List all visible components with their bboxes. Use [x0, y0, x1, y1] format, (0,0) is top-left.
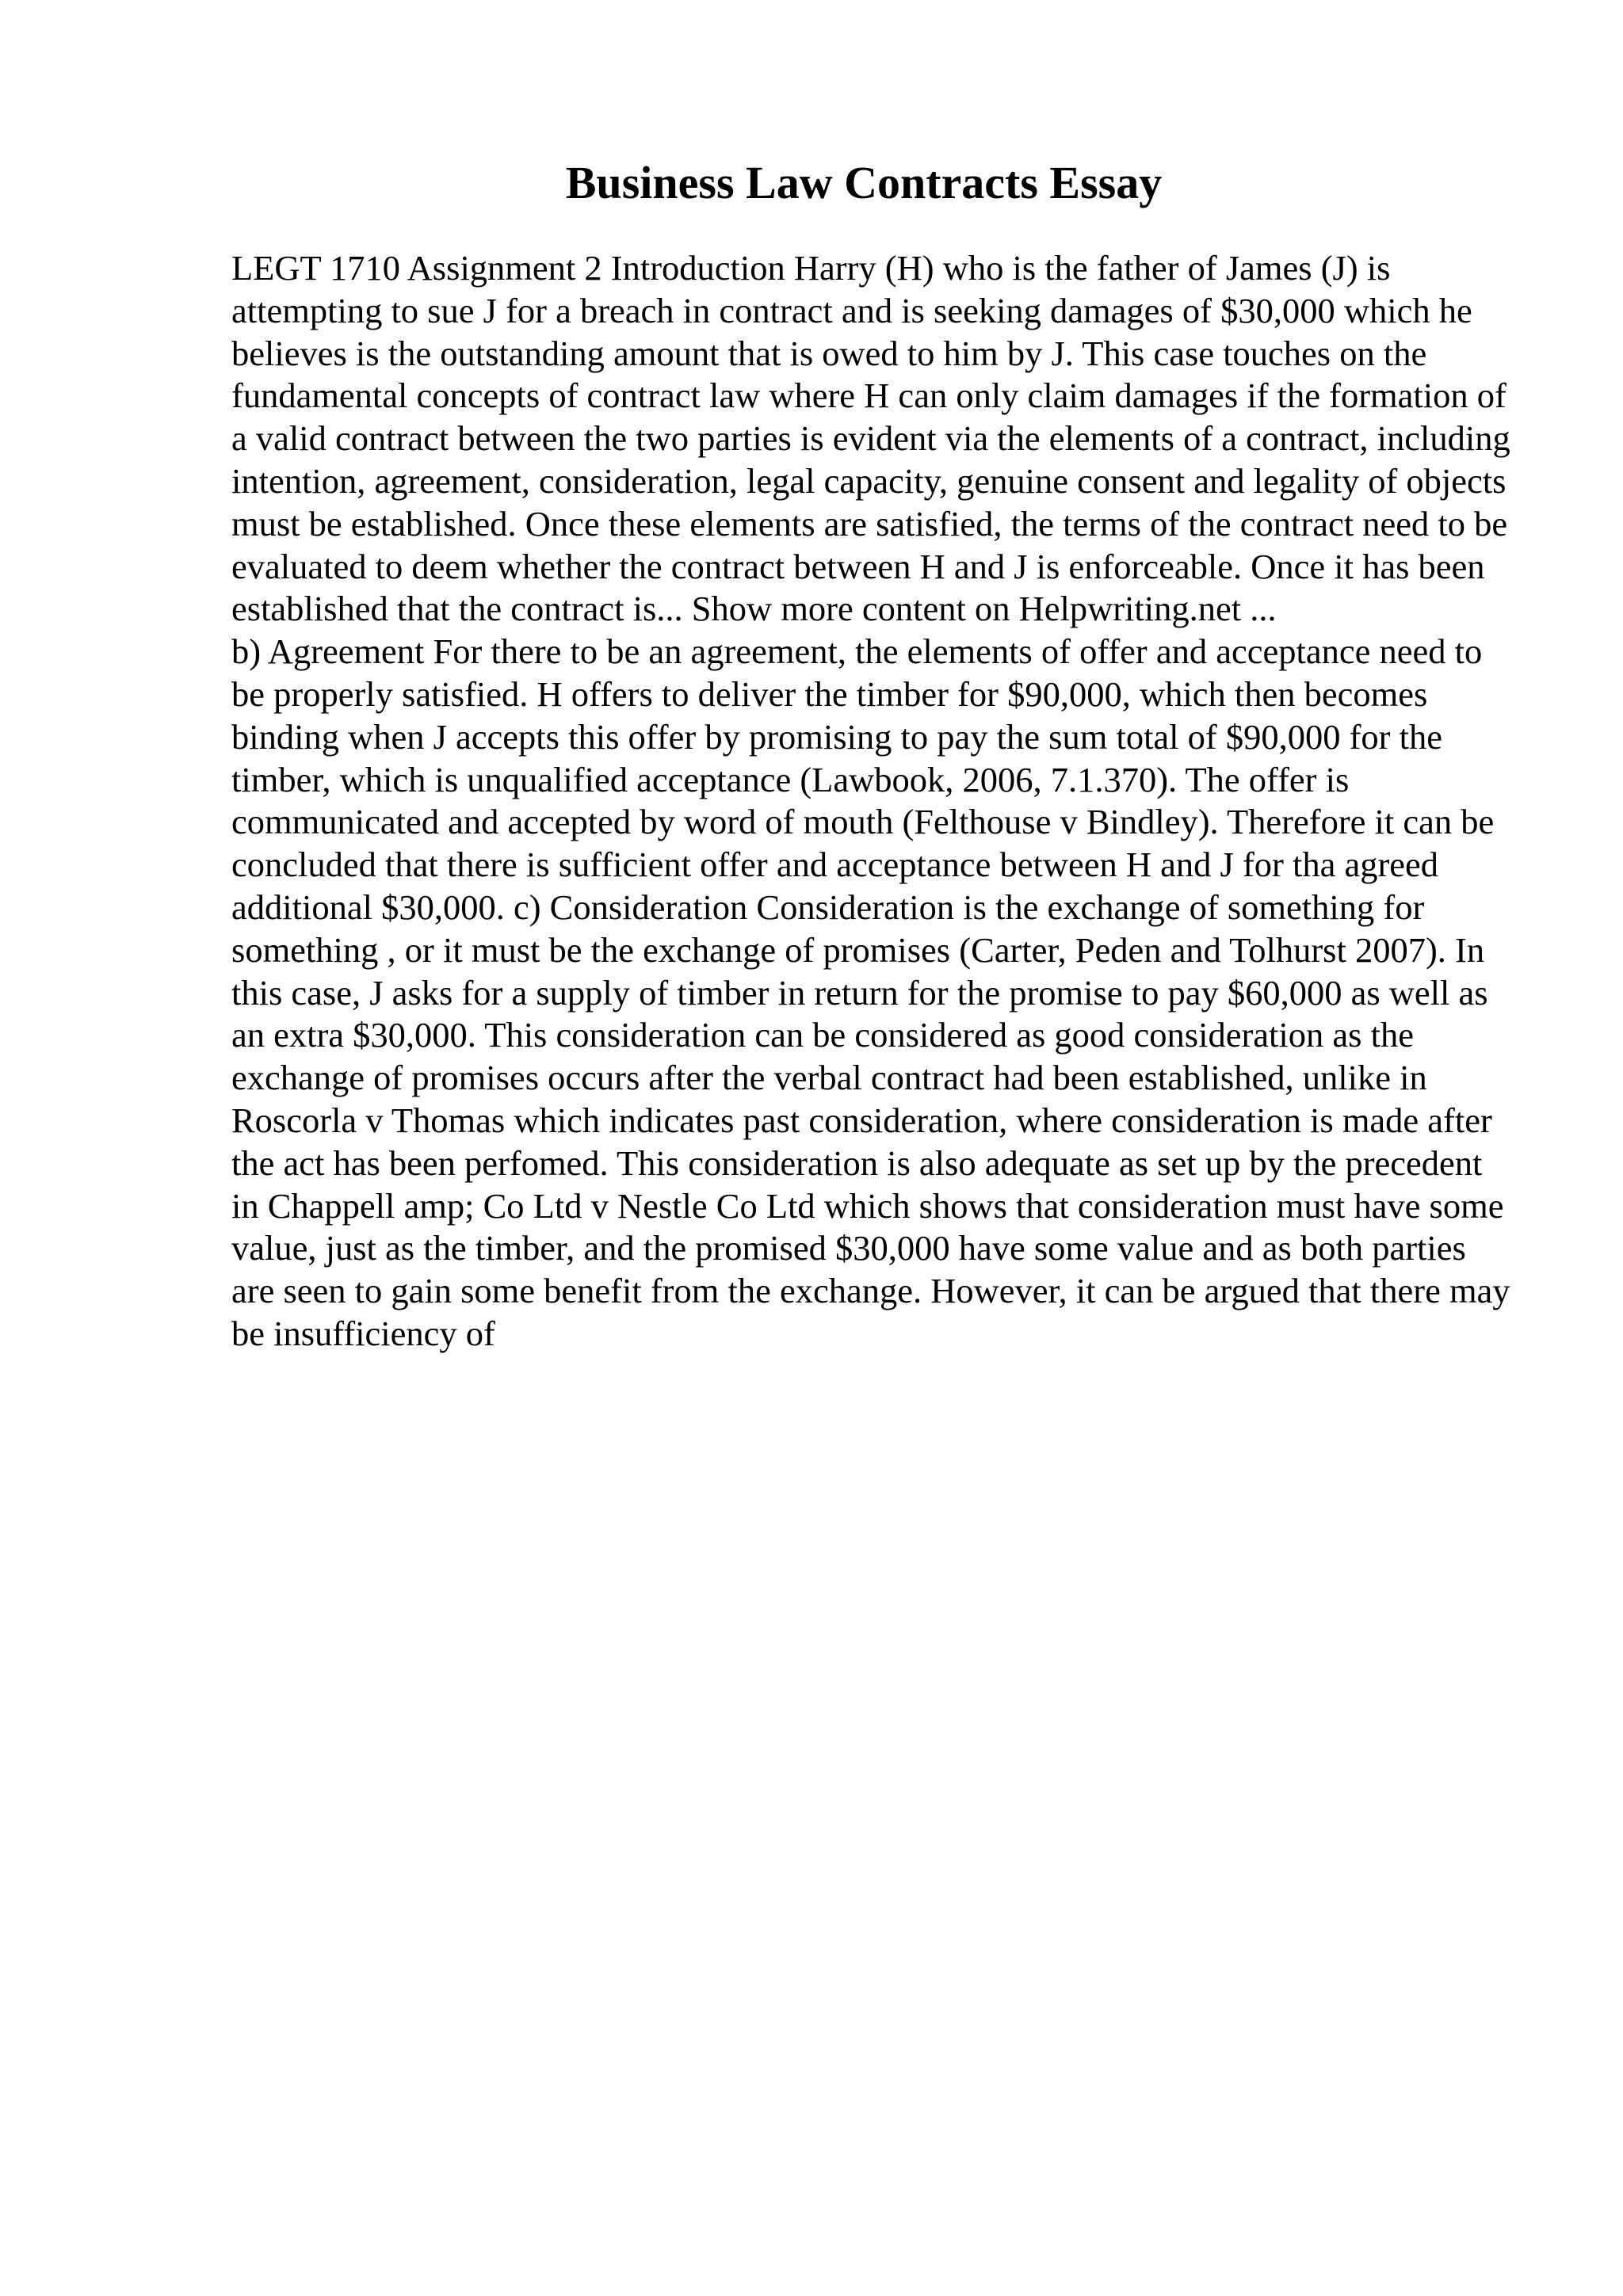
document-body	[231, 247, 1515, 1356]
paragraph-agreement-consideration: b) Agreement For there to be an agreement, the elements of offer and acceptance need to be properly satisfied. H offers to deliver the timber for $90,000, which then becomes binding when J accepts this offer by promising to pay the sum total of $90,000 for the timber, which is unqualified acceptance (Lawbook, 2006, 7.1.370). The offer is communicated and accepted by word of mouth (Felthouse v Bindley). Therefore it can be concluded that there is sufficient offer and acceptance between H and J for tha agreed additional $30,000. c) Consideration Consideration is the exchange of something for something , or it must be the exchange of promises (Carter, Peden and Tolhurst 2007). In this case, J asks for a supply of timber in return for the promise to pay $60,000 as well as an extra $30,000. This consideration can be considered as good consideration as the exchange of promises occurs after the verbal contract had been established, unlike in Roscorla v Thomas which indicates past consideration, where consideration is made after the act has been perfomed. This consideration is also adequate as set up by the precedent in Chappell amp; Co Ltd v Nestle Co Ltd which shows that consideration must have some value, just as the timber, and the promised $30,000 have some value and as both parties are seen to gain some benefit from the exchange. However, it can be argued that there may be insufficiency of	[231, 631, 1510, 1353]
document-title: Business Law Contracts Essay	[565, 157, 1163, 208]
paragraph-introduction: LEGT 1710 Assignment 2 Introduction Harry (H) who is the father of James (J) is attempting to sue J for a breach in contract and is seeking damages of $30,000 which he believes is the outstanding amount that is owed to him by J. This case touches on the fundamental concepts of contract law where H can only claim damages if the formation of a valid contract between the two parties is evident via the elements of a contract, including intention, agreement, consideration, legal capacity, genuine consent and legality of objects must be established. Once these elements are satisfied, the terms of the contract need to be evaluated to deem whether the contract between H and J is enforceable. Once it has been established that the contract is... Show more content on Helpwriting.net ...	[231, 248, 1510, 629]
